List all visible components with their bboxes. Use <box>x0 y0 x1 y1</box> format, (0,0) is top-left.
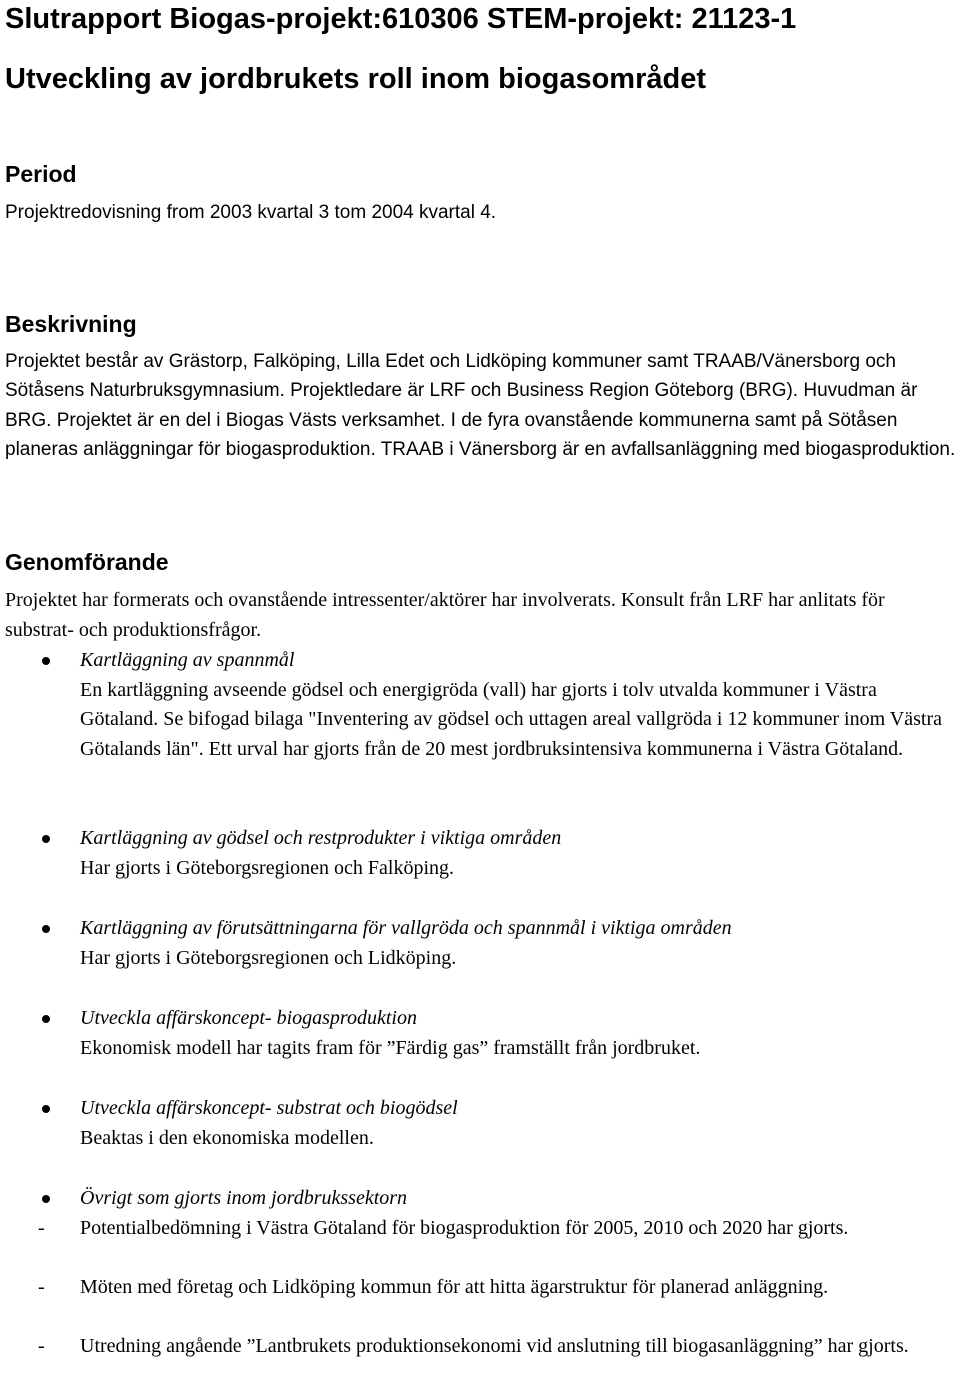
bullet-icon <box>42 1105 50 1113</box>
bullet-icon <box>42 925 50 933</box>
list-item <box>5 914 960 973</box>
bullet-icon <box>42 1195 50 1203</box>
dash-item-text: Utredning angående ”Lantbrukets produktionsekonomi vid anslutning till biogasanläggning” har gjorts. <box>80 1335 909 1357</box>
genomforande-intro: Projektet har formerats och ovanstående intressenter/aktörer har involverats. Konsult från LRF har anlitats för substrat- och produktionsfrågor. <box>5 589 885 641</box>
list-item-text: Beaktas i den ekonomiska modellen. <box>80 1126 374 1149</box>
dash-item-text: Möten med företag och Lidköping kommun för att hitta ägarstruktur för planerad anläggning. <box>80 1276 829 1298</box>
list-item <box>5 1004 960 1063</box>
report-title: Slutrapport Biogas-projekt:610306 STEM-projekt: 21123-1 <box>5 3 797 35</box>
list-item <box>5 1184 960 1214</box>
list-item <box>5 824 960 883</box>
list-item <box>5 1094 960 1153</box>
list-item-title: Kartläggning av gödsel och restprodukter i viktiga områden <box>80 827 562 849</box>
dash-marker: - <box>38 1217 45 1239</box>
beskrivning-text: Projektet består av Grästorp, Falköping, Lilla Edet och Lidköping kommuner samt TRAAB/Vänersborg och Sötåsens Naturbruksgymnasium. Projektledare är LRF och Business Region Göteborg (BRG). Huvudman är BRG. Projektet är en del i Biogas Västs verksamhet. I de fyra ovanstående kommunerna samt på Sötåsen planeras anläggningar för biogasproduktion. TRAAB i Vänersborg är en avfallsanläggning med biogasproduktion. <box>5 351 956 460</box>
report-subtitle: Utveckling av jordbrukets roll inom biogasområdet <box>5 63 706 95</box>
dash-list-item <box>5 1214 915 1244</box>
dash-item-text: Potentialbedömning i Västra Götaland för biogasproduktion för 2005, 2010 och 2020 har gjorts. <box>80 1217 849 1239</box>
list-item-title: Kartläggning av förutsättningarna för vallgröda och spannmål i viktiga områden <box>80 917 732 939</box>
dash-marker: - <box>38 1276 45 1298</box>
list-item-title: Utveckla affärskoncept- biogasproduktion <box>80 1007 417 1029</box>
list-item-text: En kartläggning avseende gödsel och energigröda (vall) har gjorts i tolv utvalda kommuner i Västra Götaland. Se bifogad bilaga "Inventering av gödsel och uttagen areal vallgröda i 12 kommuner inom Västra Götalands län". Ett urval har gjorts från de 20 mest jordbruksintensiva kommunerna i Västra Götaland. <box>80 678 942 760</box>
dash-marker: - <box>38 1335 45 1357</box>
beskrivning-heading: Beskrivning <box>5 311 137 337</box>
dash-list-item <box>5 1332 915 1362</box>
dash-list-item <box>5 1273 915 1303</box>
period-text: Projektredovisning from 2003 kvartal 3 tom 2004 kvartal 4. <box>5 202 497 223</box>
list-item-text: Ekonomisk modell har tagits fram för ”Färdig gas” framställt från jordbruket. <box>80 1036 701 1059</box>
list-item <box>5 646 960 764</box>
list-item-title: Utveckla affärskoncept- substrat och biogödsel <box>80 1097 458 1119</box>
bullet-icon <box>42 835 50 843</box>
list-item-title: Kartläggning av spannmål <box>80 649 295 671</box>
bullet-icon <box>42 657 50 665</box>
genomforande-heading: Genomförande <box>5 549 169 575</box>
list-item-title: Övrigt som gjorts inom jordbrukssektorn <box>80 1187 408 1209</box>
list-item-text: Har gjorts i Göteborgsregionen och Falköping. <box>80 856 455 879</box>
period-heading: Period <box>5 161 77 187</box>
list-item-text: Har gjorts i Göteborgsregionen och Lidköping. <box>80 946 457 969</box>
bullet-icon <box>42 1015 50 1023</box>
